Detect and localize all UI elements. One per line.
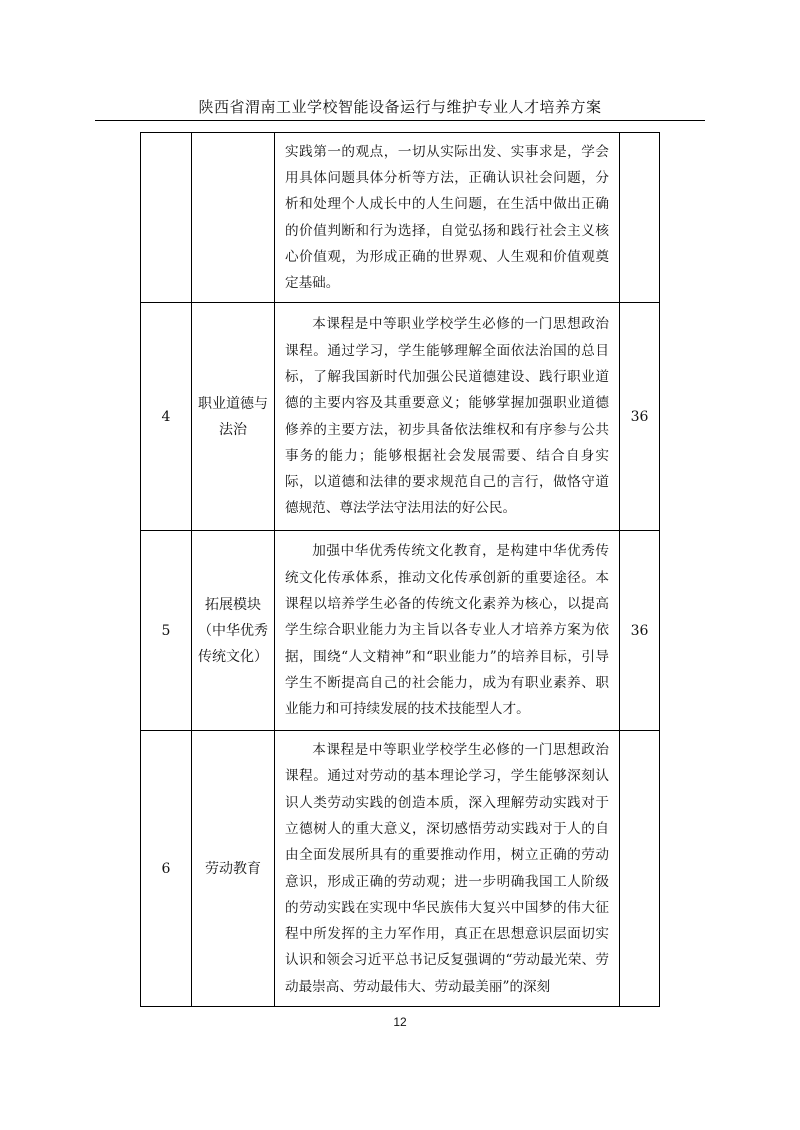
table-row (141, 303, 660, 531)
description-text: 实践第一的观点，一切从实际出发、实事求是，学会用具体问题具体分析等方法，正确认识社会问题，分析和处理个人成长中的人生问题，在生活中做出正确的价值判断和行为选择，自觉弘扬和践行社会主义核心价值观，为形成正确的世界观、人生观和价值观奠定基础。 (285, 143, 609, 292)
row-number (141, 133, 192, 303)
course-hours (620, 133, 660, 303)
row-number: 5 (141, 531, 192, 731)
description-text: 本课程是中等职业学校学生必修的一门思想政治课程。通过学习，学生能够理解全面依法治国的总目标，了解我国新时代加强公民道德建设、践行职业道德的主要内容及其重要意义；能够掌握加强职业道德修养的主要方法，初步具备依法维权和有序参与公共事务的能力；能够根据社会发展需要、结合自身实际，以道德和法律的要求规范自己的言行，做恪守道德规范、尊法学法守法用法的好公民。 (285, 316, 609, 517)
table-row (141, 133, 660, 303)
course-description (275, 731, 620, 1007)
course-name: 职业道德与法治 (192, 303, 275, 531)
course-name (192, 133, 275, 303)
course-hours: 36 (620, 303, 660, 531)
course-name: 拓展模块（中华优秀传统文化） (192, 531, 275, 731)
course-description (275, 531, 620, 731)
course-hours (620, 731, 660, 1007)
page-header-title: 陕西省渭南工业学校智能设备运行与维护专业人才培养方案 (198, 98, 602, 116)
course-description (275, 133, 620, 303)
page-number: 12 (393, 1015, 407, 1029)
table-row (141, 531, 660, 731)
table-row (141, 731, 660, 1007)
description-text: 本课程是中等职业学校学生必修的一门思想政治课程。通过对劳动的基本理论学习，学生能够深刻认识人类劳动实践的创造本质，深入理解劳动实践对于立德树人的重大意义，深切感悟劳动实践对于人的自由全面发展所具有的重要推动作用，树立正确的劳动意识，形成正确的劳动观；进一步明确我国工人阶级的劳动实践在实现中华民族伟大复兴中国梦的伟大征程中所发挥的主力军作用，真正在思想意识层面切实认识和领会习近平总书记反复强调的“劳动最光荣、劳动最崇高、劳动最伟大、劳动最美丽”的深刻 (285, 742, 609, 995)
header-divider (95, 120, 705, 121)
description-text: 加强中华优秀传统文化教育，是构建中华优秀传统文化传承体系，推动文化传承创新的重要途径。本课程以培养学生必备的传统文化素养为核心，以提高学生综合职业能力为主旨以各专业人才培养方案为依据，围绕“人文精神”和“职业能力”的培养目标，引导学生不断提高自己的社会能力，成为有职业素养、职业能力和可持续发展的技术技能型人才。 (285, 543, 609, 718)
course-hours: 36 (620, 531, 660, 731)
row-number: 6 (141, 731, 192, 1007)
course-description (275, 303, 620, 531)
course-name: 劳动教育 (192, 731, 275, 1007)
row-number: 4 (141, 303, 192, 531)
course-table (140, 132, 660, 1007)
